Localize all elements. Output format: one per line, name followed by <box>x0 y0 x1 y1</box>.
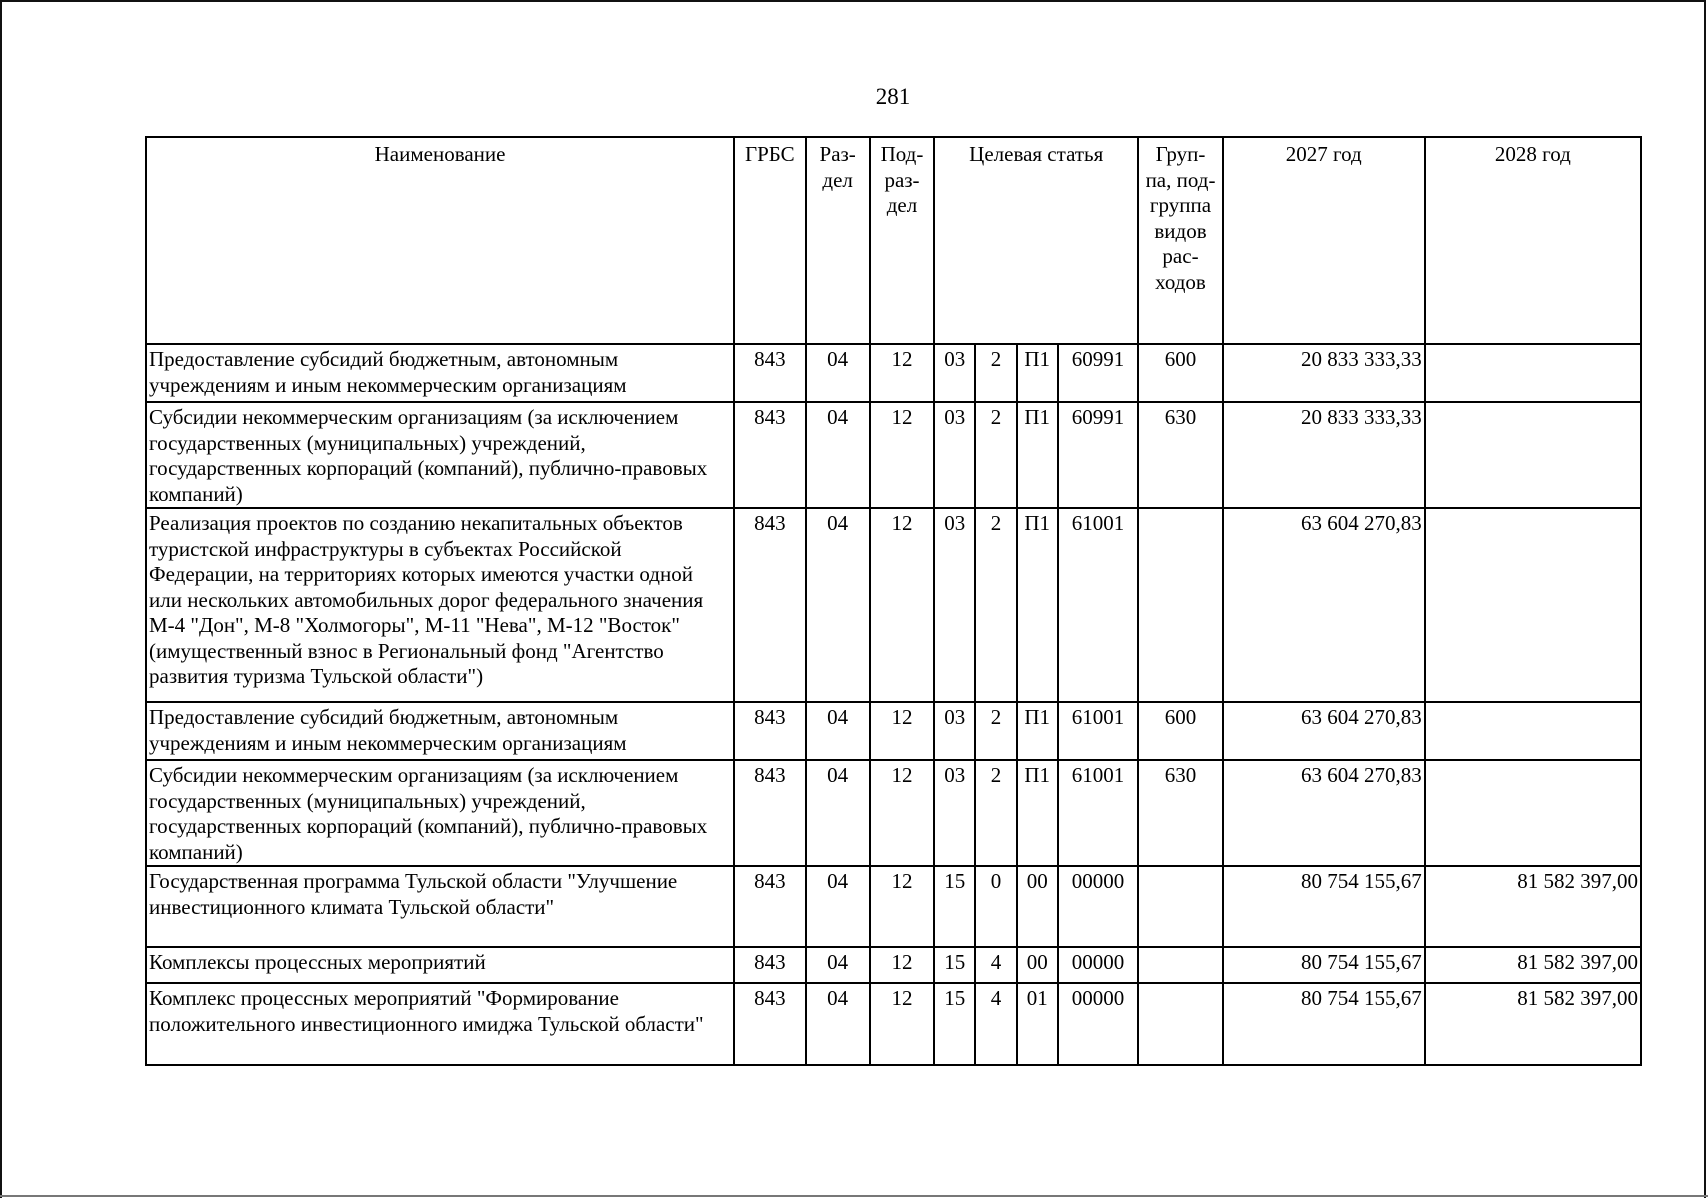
cell-target-program: 03 <box>934 760 975 866</box>
cell-razdel: 04 <box>806 402 870 508</box>
cell-target-direction: 00000 <box>1058 866 1138 947</box>
cell-amount-2028 <box>1425 508 1641 702</box>
cell-expense-group: 600 <box>1138 344 1222 402</box>
cell-amount-2027: 80 754 155,67 <box>1223 947 1425 983</box>
cell-target-direction: 61001 <box>1058 760 1138 866</box>
table-row <box>146 983 1641 1065</box>
cell-expense-group <box>1138 866 1222 947</box>
cell-podrazdel: 12 <box>870 702 934 760</box>
cell-expense-group: 600 <box>1138 702 1222 760</box>
cell-name: Государственная программа Тульской области "Улучшение инвестиционного климата Тульской области" <box>146 866 734 947</box>
cell-name: Предоставление субсидий бюджетным, автономным учреждениям и иным некоммерческим организациям <box>146 344 734 402</box>
cell-target-type: 2 <box>975 760 1016 866</box>
cell-target-subprogram: П1 <box>1017 402 1058 508</box>
cell-target-direction: 61001 <box>1058 702 1138 760</box>
cell-expense-group: 630 <box>1138 402 1222 508</box>
cell-amount-2028 <box>1425 344 1641 402</box>
scan-bottom-line <box>0 1195 1708 1197</box>
cell-target-subprogram: П1 <box>1017 760 1058 866</box>
cell-amount-2027: 20 833 333,33 <box>1223 402 1425 508</box>
cell-amount-2027: 63 604 270,83 <box>1223 702 1425 760</box>
cell-expense-group: 630 <box>1138 760 1222 866</box>
cell-target-type: 2 <box>975 702 1016 760</box>
cell-grbs: 843 <box>734 983 805 1065</box>
cell-grbs: 843 <box>734 344 805 402</box>
cell-name: Субсидии некоммерческим организациям (за исключением государственных (муниципальных) учреждений, государственных корпораций (компаний), публично-правовых компаний) <box>146 402 734 508</box>
table-row <box>146 947 1641 983</box>
cell-amount-2027: 63 604 270,83 <box>1223 508 1425 702</box>
cell-target-direction: 60991 <box>1058 344 1138 402</box>
cell-amount-2027: 63 604 270,83 <box>1223 760 1425 866</box>
cell-target-program: 15 <box>934 866 975 947</box>
cell-target-program: 03 <box>934 508 975 702</box>
cell-target-type: 0 <box>975 866 1016 947</box>
cell-target-subprogram: 00 <box>1017 866 1058 947</box>
cell-expense-group <box>1138 508 1222 702</box>
cell-target-subprogram: 01 <box>1017 983 1058 1065</box>
cell-target-program: 15 <box>934 947 975 983</box>
cell-target-type: 2 <box>975 402 1016 508</box>
cell-podrazdel: 12 <box>870 983 934 1065</box>
cell-grbs: 843 <box>734 508 805 702</box>
cell-target-subprogram: 00 <box>1017 947 1058 983</box>
table-row <box>146 760 1641 866</box>
cell-podrazdel: 12 <box>870 344 934 402</box>
cell-target-direction: 60991 <box>1058 402 1138 508</box>
cell-amount-2028 <box>1425 402 1641 508</box>
cell-razdel: 04 <box>806 702 870 760</box>
cell-amount-2027: 80 754 155,67 <box>1223 983 1425 1065</box>
table-header-row <box>146 137 1641 344</box>
cell-amount-2028 <box>1425 702 1641 760</box>
cell-target-program: 03 <box>934 702 975 760</box>
cell-razdel: 04 <box>806 983 870 1065</box>
cell-amount-2028: 81 582 397,00 <box>1425 947 1641 983</box>
header-name: Наименование <box>146 137 734 344</box>
header-2027: 2027 год <box>1223 137 1425 344</box>
header-target-article: Целевая статья <box>934 137 1138 344</box>
cell-target-subprogram: П1 <box>1017 508 1058 702</box>
cell-expense-group <box>1138 947 1222 983</box>
budget-table <box>145 136 1642 1066</box>
cell-name: Субсидии некоммерческим организациям (за исключением государственных (муниципальных) учреждений, государственных корпораций (компаний), публично-правовых компаний) <box>146 760 734 866</box>
cell-razdel: 04 <box>806 760 870 866</box>
cell-podrazdel: 12 <box>870 402 934 508</box>
cell-expense-group <box>1138 983 1222 1065</box>
cell-razdel: 04 <box>806 344 870 402</box>
header-razdel: Раз- дел <box>806 137 870 344</box>
page-number: 281 <box>875 84 911 109</box>
cell-target-subprogram: П1 <box>1017 702 1058 760</box>
cell-target-type: 2 <box>975 508 1016 702</box>
cell-podrazdel: 12 <box>870 866 934 947</box>
header-expense-group: Груп- па, под- группа видов рас- ходов <box>1138 137 1222 344</box>
cell-amount-2027: 20 833 333,33 <box>1223 344 1425 402</box>
cell-amount-2028 <box>1425 760 1641 866</box>
cell-grbs: 843 <box>734 947 805 983</box>
cell-target-program: 03 <box>934 344 975 402</box>
cell-target-program: 15 <box>934 983 975 1065</box>
cell-target-type: 4 <box>975 983 1016 1065</box>
cell-name: Комплексы процессных мероприятий <box>146 947 734 983</box>
cell-target-subprogram: П1 <box>1017 344 1058 402</box>
cell-amount-2027: 80 754 155,67 <box>1223 866 1425 947</box>
table-row <box>146 402 1641 508</box>
cell-grbs: 843 <box>734 866 805 947</box>
cell-target-type: 4 <box>975 947 1016 983</box>
header-podrazdel: Под- раз- дел <box>870 137 934 344</box>
header-2028: 2028 год <box>1425 137 1641 344</box>
cell-name: Предоставление субсидий бюджетным, автономным учреждениям и иным некоммерческим организациям <box>146 702 734 760</box>
cell-podrazdel: 12 <box>870 508 934 702</box>
cell-grbs: 843 <box>734 760 805 866</box>
cell-podrazdel: 12 <box>870 947 934 983</box>
cell-name: Реализация проектов по созданию некапитальных объектов туристской инфраструктуры в субъектах Российской Федерации, на территориях которых имеются участки одной или нескольких автомобильных дорог федерального значения М-4 "Дон", М-8 "Холмогоры", М-11 "Нева", М-12 "Восток" (имущественный взнос в Региональный фонд "Агентство развития туризма Тульской области") <box>146 508 734 702</box>
table-row <box>146 508 1641 702</box>
table-row <box>146 866 1641 947</box>
cell-amount-2028: 81 582 397,00 <box>1425 866 1641 947</box>
cell-target-program: 03 <box>934 402 975 508</box>
cell-razdel: 04 <box>806 947 870 983</box>
cell-target-direction: 00000 <box>1058 947 1138 983</box>
cell-grbs: 843 <box>734 402 805 508</box>
cell-target-type: 2 <box>975 344 1016 402</box>
table-row <box>146 702 1641 760</box>
cell-razdel: 04 <box>806 866 870 947</box>
header-grbs: ГРБС <box>734 137 805 344</box>
cell-razdel: 04 <box>806 508 870 702</box>
cell-name: Комплекс процессных мероприятий "Формирование положительного инвестиционного имиджа Тульской области" <box>146 983 734 1065</box>
table-row <box>146 344 1641 402</box>
cell-amount-2028: 81 582 397,00 <box>1425 983 1641 1065</box>
table-body <box>146 344 1641 1065</box>
cell-podrazdel: 12 <box>870 760 934 866</box>
cell-target-direction: 00000 <box>1058 983 1138 1065</box>
cell-grbs: 843 <box>734 702 805 760</box>
cell-target-direction: 61001 <box>1058 508 1138 702</box>
